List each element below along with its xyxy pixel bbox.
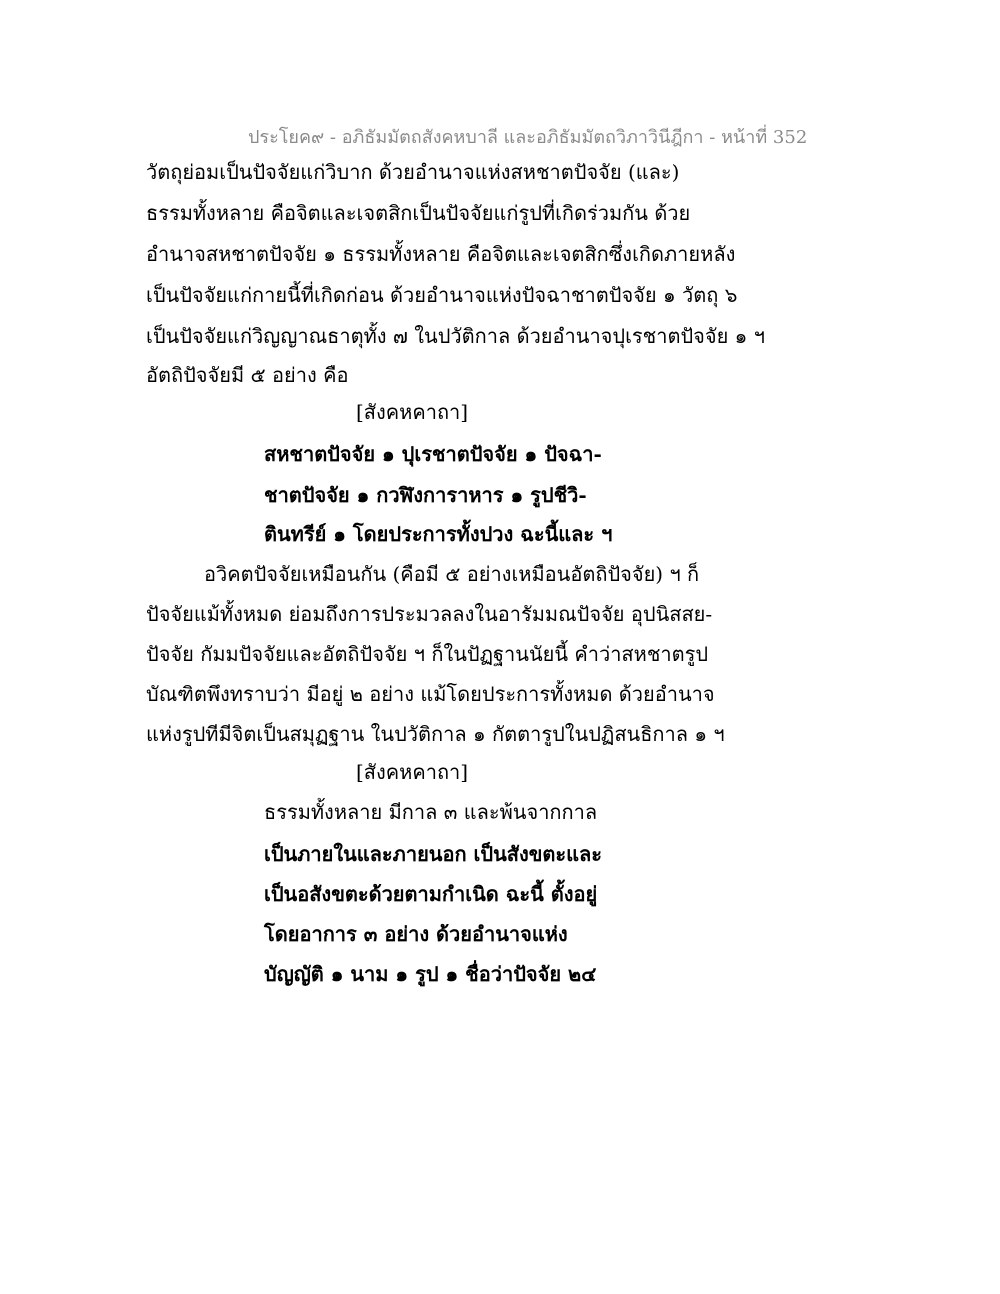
paragraph-line: แห่งรูปทีมีจิตเป็นสมุฏฐาน ในปวัติกาล ๑ กัตตารูปในปฏิสนธิกาล ๑ ฯ bbox=[146, 722, 725, 746]
verse-line: ตินทรีย์ ๑ โดยประการทั้งปวง ฉะนี้และ ฯ bbox=[264, 522, 613, 546]
verse-line: เป็นอสังขตะด้วยตามกำเนิด ฉะนี้ ตั้งอยู่ bbox=[264, 882, 598, 906]
paragraph-line: เป็นปัจจัยแก่วิญญาณธาตุทั้ง ๗ ในปวัติกาล ด้วยอำนาจปุเรชาตปัจจัย ๑ ฯ bbox=[146, 324, 765, 348]
verse-line: เป็นภายในและภายนอก เป็นสังขตะและ bbox=[264, 842, 603, 866]
verse-line: บัญญัติ ๑ นาม ๑ รูป ๑ ชื่อว่าปัจจัย ๒๔ bbox=[264, 962, 597, 986]
verse-title: [สังคหคาถา] bbox=[356, 760, 469, 784]
verse-line: โดยอาการ ๓ อย่าง ด้วยอำนาจแห่ง bbox=[264, 922, 568, 946]
paragraph-line: บัณฑิตพึงทราบว่า มีอยู่ ๒ อย่าง แม้โดยประการทั้งหมด ด้วยอำนาจ bbox=[146, 682, 715, 706]
paragraph-line: อวิคตปัจจัยเหมือนกัน (คือมี ๕ อย่างเหมือนอัตถิปัจจัย) ฯ ก็ bbox=[204, 562, 700, 586]
verse-line: ธรรมทั้งหลาย มีกาล ๓ และพ้นจากกาล bbox=[264, 800, 598, 824]
page-header: ประโยค๙ - อภิธัมมัตถสังคหบาลี และอภิธัมมัตถวิภาวินีฎีกา - หน้าที่ 352 bbox=[248, 127, 808, 148]
paragraph-line: วัตถุย่อมเป็นปัจจัยแก่วิบาก ด้วยอำนาจแห่งสหชาตปัจจัย (และ) bbox=[146, 160, 680, 184]
verse-line: สหชาตปัจจัย ๑ ปุเรชาตปัจจัย ๑ ปัจฉา- bbox=[264, 442, 602, 466]
verse-title: [สังคหคาถา] bbox=[356, 400, 469, 424]
paragraph-line: ปัจจัยแม้ทั้งหมด ย่อมถึงการประมวลลงในอารัมมณปัจจัย อุปนิสสย- bbox=[146, 602, 713, 626]
paragraph-line: อัตถิปัจจัยมี ๕ อย่าง คือ bbox=[146, 363, 349, 387]
paragraph-line: ปัจจัย กัมมปัจจัยและอัตถิปัจจัย ฯ ก็ในปัฏฐานนัยนี้ คำว่าสหชาตรูป bbox=[146, 642, 709, 666]
verse-line: ชาตปัจจัย ๑ กวฬิงการาหาร ๑ รูปชีวิ- bbox=[264, 483, 587, 507]
paragraph-line: อำนาจสหชาตปัจจัย ๑ ธรรมทั้งหลาย คือจิตและเจตสิกซึ่งเกิดภายหลัง bbox=[146, 242, 736, 266]
paragraph-line: เป็นปัจจัยแก่กายนี้ที่เกิดก่อน ด้วยอำนาจแห่งปัจฉาชาตปัจจัย ๑ วัตถุ ๖ bbox=[146, 283, 738, 307]
paragraph-line: ธรรมทั้งหลาย คือจิตและเจตสิกเป็นปัจจัยแก่รูปที่เกิดร่วมกัน ด้วย bbox=[146, 201, 691, 225]
